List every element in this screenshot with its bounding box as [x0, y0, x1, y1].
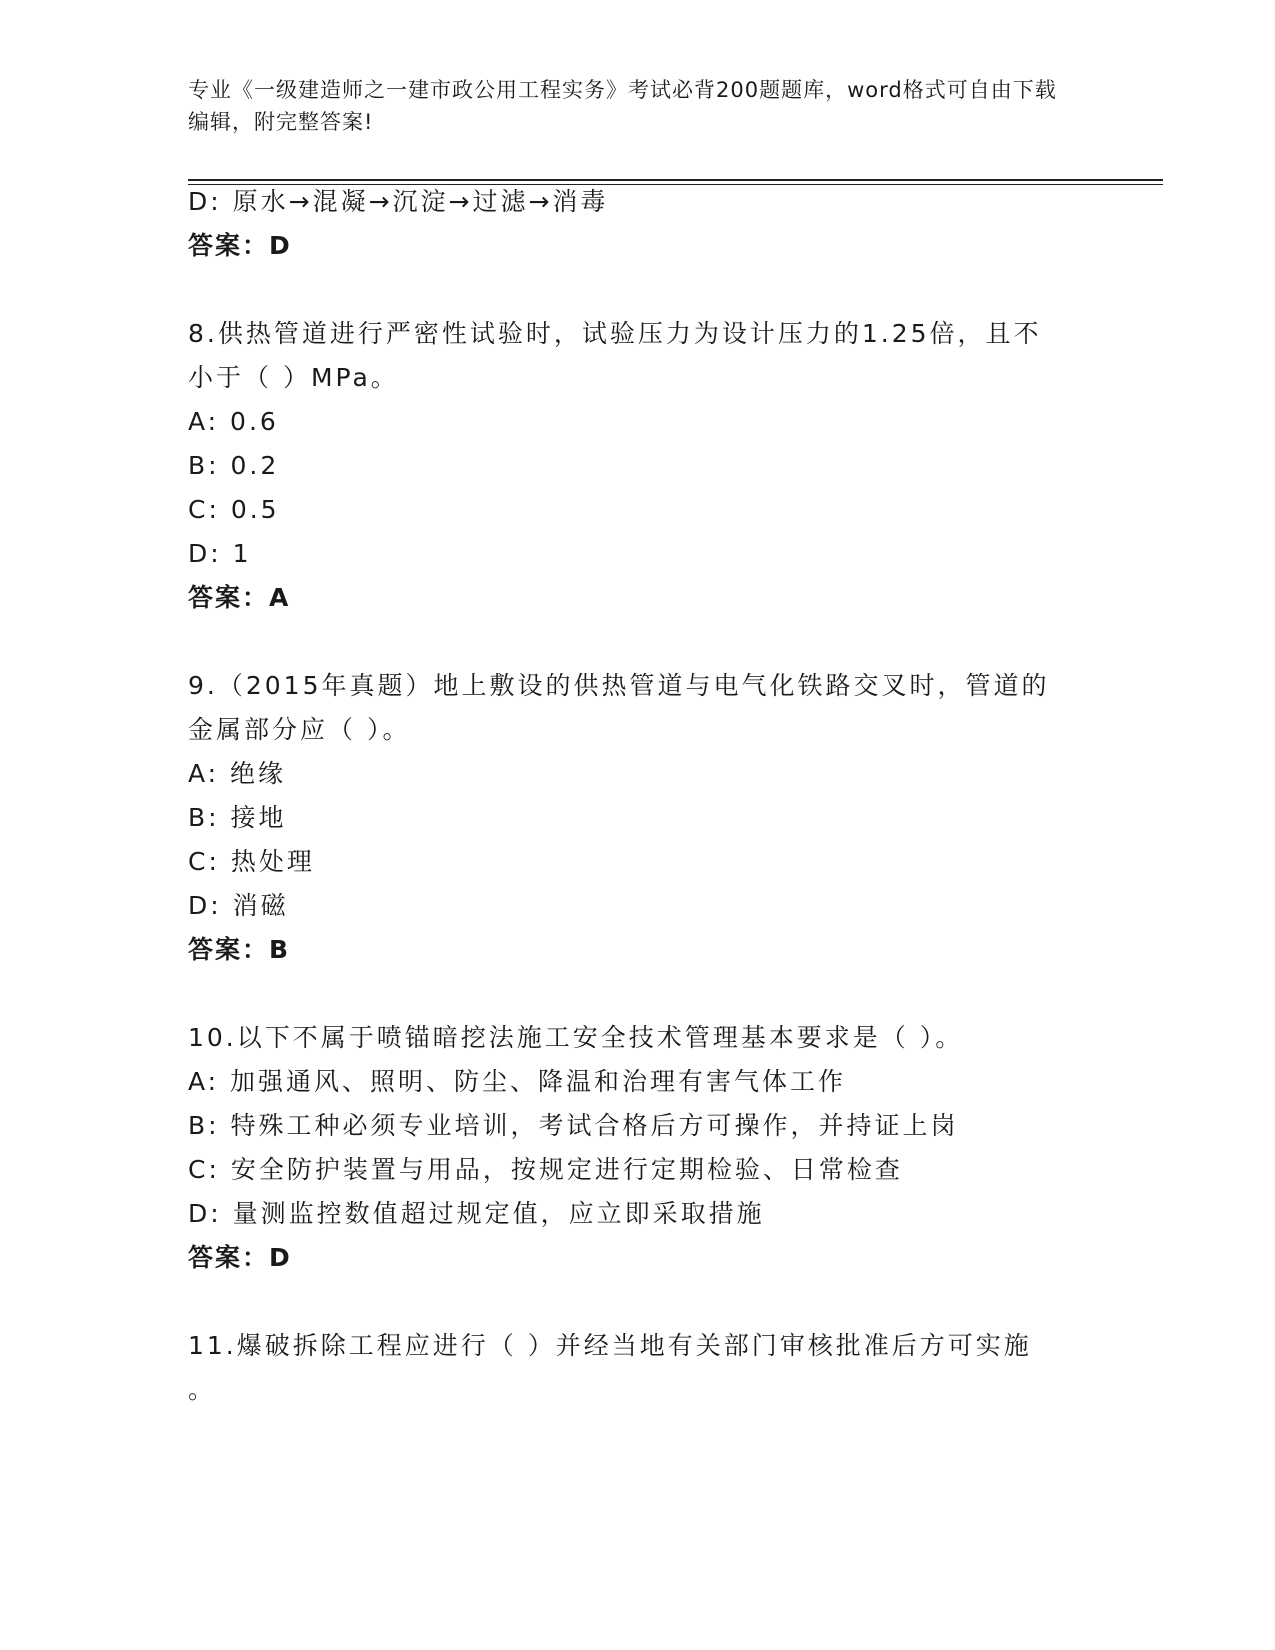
q8-option-d: D: 1	[188, 539, 252, 568]
q9-stem-line2: 金属部分应（ ）。	[188, 715, 411, 744]
q11-stem-line1: 11.爆破拆除工程应进行（ ）并经当地有关部门审核批准后方可实施	[188, 1331, 1032, 1360]
q8-stem-line2: 小于（ ）MPa。	[188, 363, 399, 392]
q10-stem-line1: 10.以下不属于喷锚暗挖法施工安全技术管理基本要求是（ ）。	[188, 1023, 964, 1052]
document-header: 专业《一级建造师之一建市政公用工程实务》考试必背200题题库，word格式可自由下载编辑，附完整答案!	[188, 78, 1057, 134]
q9-option-b: B: 接地	[188, 803, 287, 832]
q10-option-c: C: 安全防护装置与用品，按规定进行定期检验、日常检查	[188, 1155, 903, 1184]
q8-answer: 答案：A	[188, 583, 291, 612]
q10-option-b: B: 特殊工种必须专业培训，考试合格后方可操作，并持证上岗	[188, 1111, 959, 1140]
q9-answer: 答案：B	[188, 935, 291, 964]
q7-answer: 答案：D	[188, 231, 292, 260]
q10-option-a: A: 加强通风、照明、防尘、降温和治理有害气体工作	[188, 1067, 847, 1096]
q8-stem-line1: 8.供热管道进行严密性试验时，试验压力为设计压力的1.25倍，且不	[188, 319, 1042, 348]
q10-answer: 答案：D	[188, 1243, 292, 1272]
q7-option-d: D: 原水→混凝→沉淀→过滤→消毒	[188, 187, 609, 216]
header-divider-thick	[188, 179, 1163, 181]
q9-option-c: C: 热处理	[188, 847, 315, 876]
header-divider-thin	[188, 184, 1163, 185]
q11-stem-line2: 。	[188, 1375, 217, 1404]
q8-option-b: B: 0.2	[188, 451, 280, 480]
q9-stem-line1: 9.（2015年真题）地上敷设的供热管道与电气化铁路交叉时，管道的	[188, 671, 1050, 700]
q9-option-a: A: 绝缘	[188, 759, 287, 788]
q8-option-c: C: 0.5	[188, 495, 280, 524]
q9-option-d: D: 消磁	[188, 891, 289, 920]
q8-option-a: A: 0.6	[188, 407, 279, 436]
q10-option-d: D: 量测监控数值超过规定值，应立即采取措施	[188, 1199, 765, 1228]
